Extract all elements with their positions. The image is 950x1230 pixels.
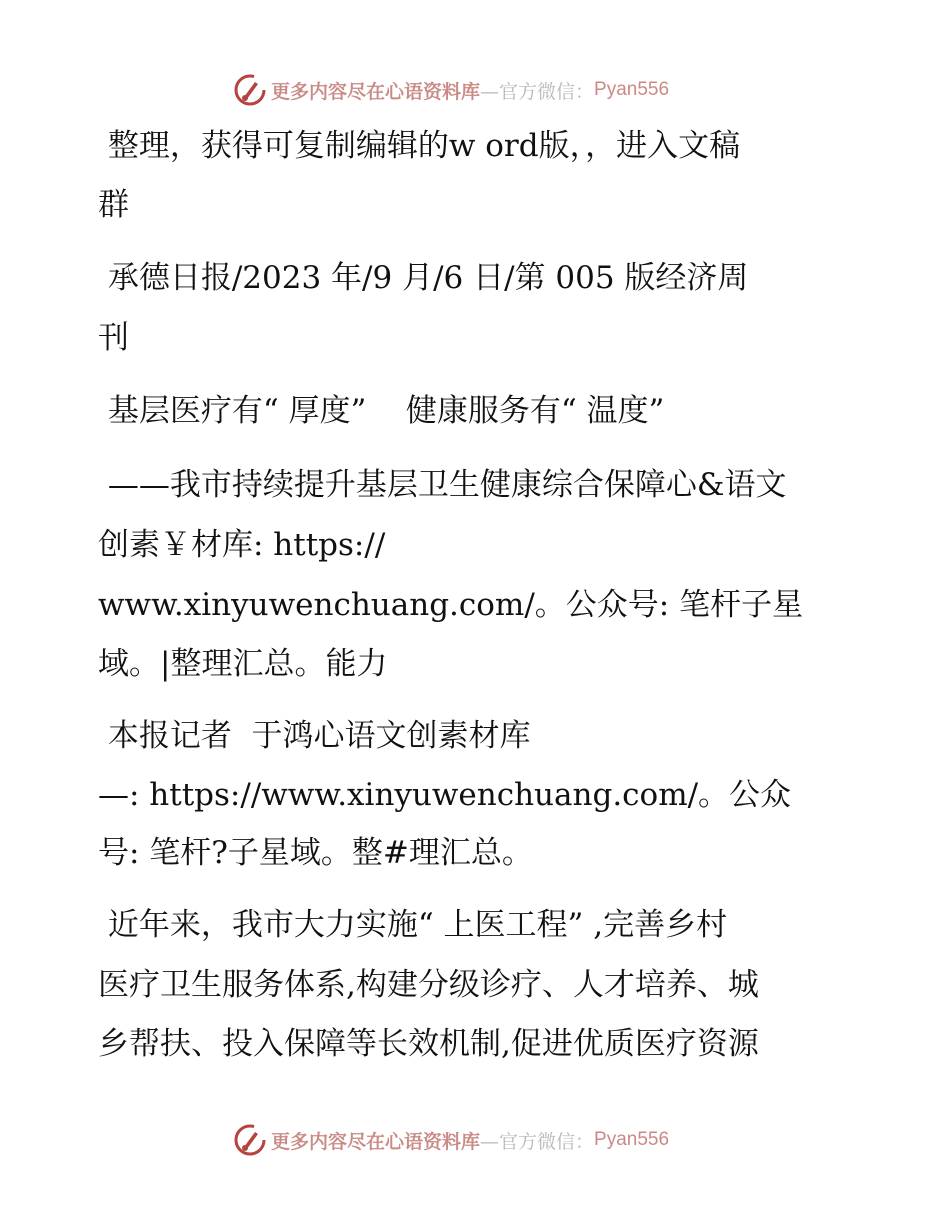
red-brush-seal-icon xyxy=(233,73,267,107)
watermark-wechat-id: Pyan556 xyxy=(594,1129,670,1150)
text-line: 刊 xyxy=(98,320,129,356)
article-subtitle: ——我市持续提升基层卫生健康综合保障心&语文 xyxy=(98,467,787,503)
byline: 本报记者 于鸿心语文创素材库 xyxy=(98,718,531,754)
watermark-wechat-label: —官方微信： xyxy=(480,80,595,103)
text-line: —: https://www.xinyuwenchuang.com/。公众 xyxy=(98,777,792,813)
text-line: 域。|整理汇总。能力 xyxy=(98,646,388,682)
red-brush-seal-icon xyxy=(233,1123,267,1157)
text-line: 群 xyxy=(98,187,129,223)
watermark-wechat-id: Pyan556 xyxy=(594,79,670,100)
watermark-title: 更多内容尽在心语资料库 xyxy=(271,1130,481,1153)
watermark-title: 更多内容尽在心语资料库 xyxy=(271,80,481,103)
body-paragraph-line: 近年来，我市大力实施“ 上医工程” ,完善乡村 xyxy=(98,907,728,943)
text-line: www.xinyuwenchuang.com/。公众号: 笔杆子星 xyxy=(98,587,804,623)
body-paragraph-line: 乡帮扶、投入保障等长效机制,促进优质医疗资源 xyxy=(98,1026,759,1062)
header-watermark xyxy=(233,73,669,107)
text-line: 承德日报/2023 年/9 月/6 日/第 005 版经济周 xyxy=(98,260,749,296)
text-line: 号: 笔杆?子星域。整#理汇总。 xyxy=(98,835,533,871)
text-line: 整理，获得可复制编辑的w ord版，，进入文稿 xyxy=(98,128,741,164)
text-line: 创素￥材库: https:// xyxy=(98,527,386,563)
body-paragraph-line: 医疗卫生服务体系,构建分级诊疗、人才培养、城 xyxy=(98,967,759,1003)
footer-watermark xyxy=(233,1123,669,1157)
watermark-wechat-label: —官方微信： xyxy=(480,1130,595,1153)
article-title: 基层医疗有“ 厚度” 健康服务有“ 温度” xyxy=(98,393,665,429)
